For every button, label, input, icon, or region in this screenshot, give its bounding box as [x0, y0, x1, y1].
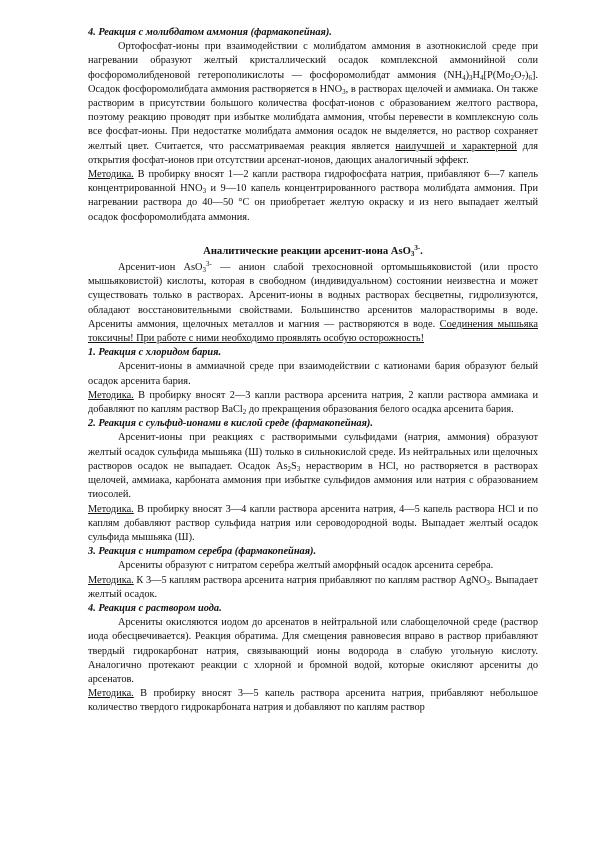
reaction-heading: 3. Реакция с нитратом серебра (фармакопейная). [88, 546, 317, 558]
method-paragraph: Методика. К 3—5 каплям раствора арсенита натрия прибавляют по каплям раствор AgNO$_3$. Выпадает желтый осадок. [88, 574, 538, 600]
paragraph: Арсенит-ион AsO$_3^{3-}$ — анион слабой трехосновной ортомышьяковистой (или просто мышьяковистой) кислоты, которая в свободном (индивидуальном) состоянии неизвестна и может существовать только в растворах. Арсенит-ионы в водных растворах бесцветны, гидролизуются, обладают восстановительными свойствами. Большинство арсенитов малорастворимы в воде. Арсениты аммония, щелочных металлов и магния — растворяются в воде. Соединения мышьяка токсичны! При работе с ними необходимо проявлять особую осторожность! [88, 260, 538, 345]
underlined-phrase: наилучшей и характерной [395, 140, 517, 152]
reaction-heading: 2. Реакция с сульфид-ионами в кислой среде (фармакопейная). [88, 418, 373, 430]
method-paragraph: Методика. В пробирку вносят 3—4 капли раствора арсенита натрия, 4—5 капель раствора HCl и по каплям добавляют раствор сульфида натрия или сероводородной воды. Выпадает желтый осадок сульфида мышьяка (Ш). [88, 503, 538, 543]
method-label: Методика. [88, 688, 134, 700]
method-paragraph: Методика. В пробирку вносят 2—3 капли раствора арсенита натрия, 2 капли раствора аммиака и добавляют по каплям раствор BaCl$_2$ до прекращения образования белого осадка арсенита бария. [88, 389, 538, 417]
method-paragraph: Методика. В пробирку вносят 1—2 капли раствора гидрофосфата натрия, прибавляют 6—7 капель концентрированной $HNO_3$ и 9—10 капель концентрированного раствора молибдата аммония. При нагревании раствора до 40—50 °С он приобретает желтую окраску и из него выпадает желтый осадок фосфоромолибдата аммония. [88, 169, 538, 223]
paragraph: Арсенит-ионы при реакциях с растворимыми сульфидами (натрия, аммония) образуют желтый осадок сульфида мышьяка (Ш) только в сильнокислой среде. Из нейтральных или щелочных растворов осадок не выпадает. Осадок $As_2S_3$ нерастворим в HCl, но растворяется в растворах щелочей, аммиака, карбоната аммония при избытке сульфидов аммония или натрия с образованием тиосолей. [88, 432, 538, 501]
method-label: Методика. [88, 574, 134, 586]
section-heading: 4. Реакция с молибдатом аммония (фармакопейная). [88, 27, 332, 38]
method-paragraph: Методика. В пробирку вносят 3—5 капель раствора арсенита натрия, прибавляют небольшое количество твердого гидрокарбоната натрия и добавляют по каплям раствор [88, 688, 538, 714]
method-label: Методика. [88, 169, 134, 181]
method-label: Методика. [88, 389, 134, 401]
paragraph: Арсениты окисляются иодом до арсенатов в нейтральной или слабощелочной среде (раствор иода обесцвечивается). Реакция обратима. Для смещения равновесия вправо в раствор прибавляют твердый гидрокарбонат натрия, связывающий ионы водорода в слабую угольную кислоту. Аналогично протекают реакции с хлорной и бромной водой, которые окисляют арсениты до арсенатов. [88, 617, 538, 685]
reaction-heading: 4. Реакция с раствором иода. [88, 602, 222, 614]
reaction-heading: 1. Реакция с хлоридом бария. [88, 347, 222, 359]
paragraph: Ортофосфат-ионы при взаимодействии с молибдатом аммония в азотнокислой среде при нагревании образуют желтый кристаллический осадок комплексной аммонийной соли фосфоромолибденовой гетерополикислоты — фосфоромолибдат аммония $(NH_4)_3H_4[P(Mo_2O_7)_6]$. Осадок фосфоромолибдата аммония растворяется в $HNO_3$, в растворах щелочей и аммиака. Он также растворим в присутствии большого количества фосфат-ионов с образованием желтого раствора, поэтому реакцию проводят при избытке молибдата аммония, чтобы перевести в комплексную соль все фосфат-ионы. При недостатке молибдата аммония осадок не выделяется, но раствор сохраняет желтый цвет. Считается, что рассматриваемая реакция является наилучшей и характерной для открытия фосфат-ионов при отсутствии арсенат-ионов, дающих аналогичный эффект. [88, 41, 538, 166]
paragraph: Арсенит-ионы в аммиачной среде при взаимодействии с катионами бария образуют белый осадок арсенита бария. [88, 361, 538, 387]
paragraph: Арсениты образуют с нитратом серебра желтый аморфный осадок арсенита серебра. [118, 560, 494, 572]
method-label: Методика. [88, 503, 134, 515]
warning-text: Соединения мышьяка токсичны! При работе с ними необходимо проявлять особую осторожность! [88, 318, 538, 345]
section-title: Аналитические реакции арсенит-иона AsO$_3^{3-}$. [203, 243, 423, 258]
